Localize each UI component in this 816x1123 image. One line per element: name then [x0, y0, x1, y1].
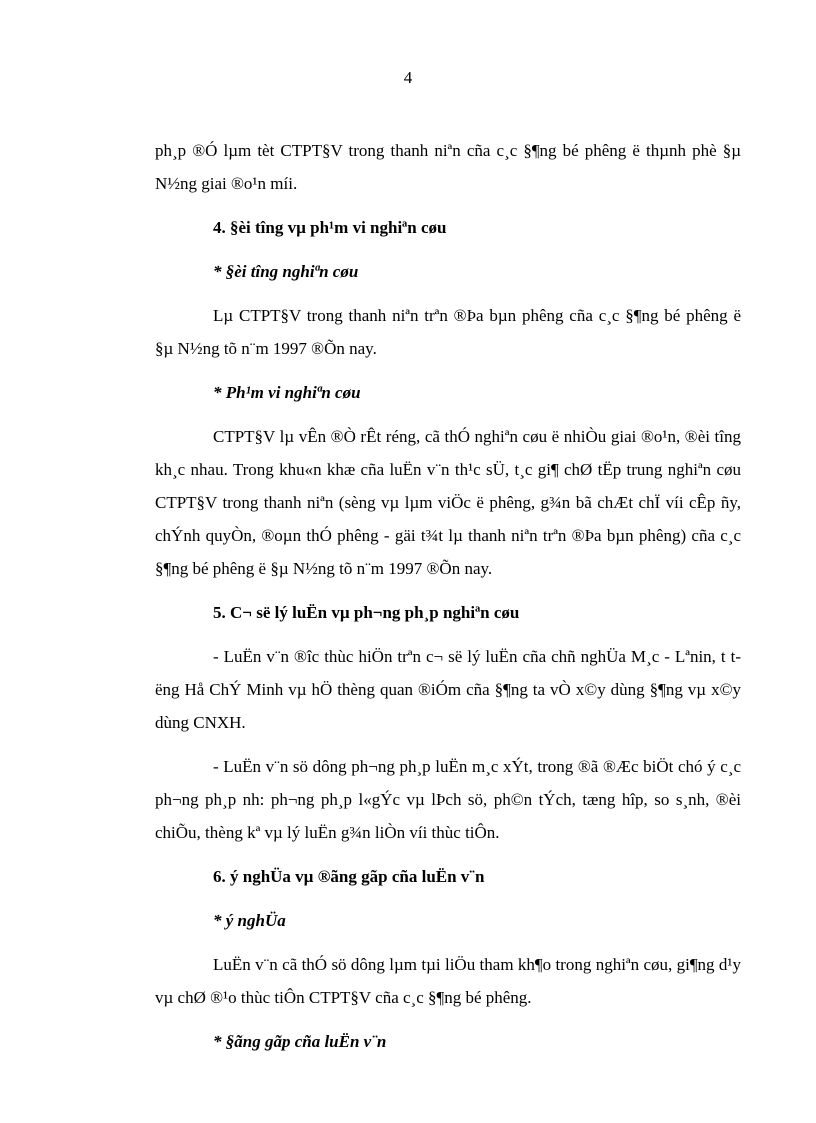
paragraph-methods: - LuËn v¨n sö dông ph¬ng ph¸p luËn m¸c xÝt, trong ®ã ®Æc biÖt chó ý c¸c ph¬ng ph¸p nh: ph¬ng ph¸p l«gÝc vµ lÞch sö, ph©n tÝch, tæng hîp, so s¸nh, ®èi chiÕu, thèng kª vµ lý luËn g¾n liÒn víi thùc tiÔn.: [155, 757, 741, 842]
document-body: [155, 134, 741, 1069]
page-number: 4: [403, 68, 413, 87]
paragraph-intro-continuation: ph¸p ®Ó lµm tèt CTPT§V trong thanh niªn cña c¸c §¶ng bé phêng ë thµnh phè §µ N½ng giai ®o¹n míi.: [155, 141, 741, 193]
paragraph-research-scope: CTPT§V lµ vÊn ®Ò rÊt réng, cã thÓ nghiªn cøu ë nhiÒu giai ®o¹n, ®èi tîng kh¸c nhau. Trong khu«n khæ cña luËn v¨n th¹c sÜ, t¸c gi¶ chØ tËp trung nghiªn cøu CTPT§V trong thanh niªn (sèng vµ lµm viÖc ë phêng, g¾n bã chÆt chÏ víi cÊp ñy, chÝnh quyÒn, ®oµn thÓ phêng - gäi t¾t lµ thanh niªn trªn ®Þa bµn phêng) cña c¸c §¶ng bé phêng ë §µ N½ng tõ n¨m 1997 ®Õn nay.: [155, 427, 741, 578]
subheading-significance: * ý nghÜa: [213, 911, 286, 930]
paragraph-research-object: Lµ CTPT§V trong thanh niªn trªn ®Þa bµn phêng cña c¸c §¶ng bé phêng ë §µ N½ng tõ n¨m 1997 ®Õn nay.: [155, 306, 741, 358]
section-heading-4: 4. §èi tîng vµ ph¹m vi nghiªn cøu: [213, 218, 447, 237]
subheading-contributions: * §ãng gãp cña luËn v¨n: [213, 1032, 387, 1051]
section-heading-6: 6. ý nghÜa vµ ®ãng gãp cña luËn v¨n: [213, 867, 485, 886]
subheading-research-object: * §èi tîng nghiªn cøu: [213, 262, 359, 281]
subheading-research-scope: * Ph¹m vi nghiªn cøu: [213, 383, 361, 402]
paragraph-significance: LuËn v¨n cã thÓ sö dông lµm tµi liÖu tham kh¶o trong nghiªn cøu, gi¶ng d¹y vµ chØ ®¹o thùc tiÔn CTPT§V cña c¸c §¶ng bé phêng.: [155, 955, 741, 1007]
paragraph-theory-basis: - LuËn v¨n ®îc thùc hiÖn trªn c¬ së lý luËn cña chñ nghÜa M¸c - Lªnin, t tëng Hå ChÝ Minh vµ hÖ thèng quan ®iÓm cña §¶ng ta vÒ x©y dùng §¶ng vµ x©y dùng CNXH.: [155, 647, 741, 732]
section-heading-5: 5. C¬ së lý luËn vµ ph¬ng ph¸p nghiªn cøu: [213, 603, 520, 622]
